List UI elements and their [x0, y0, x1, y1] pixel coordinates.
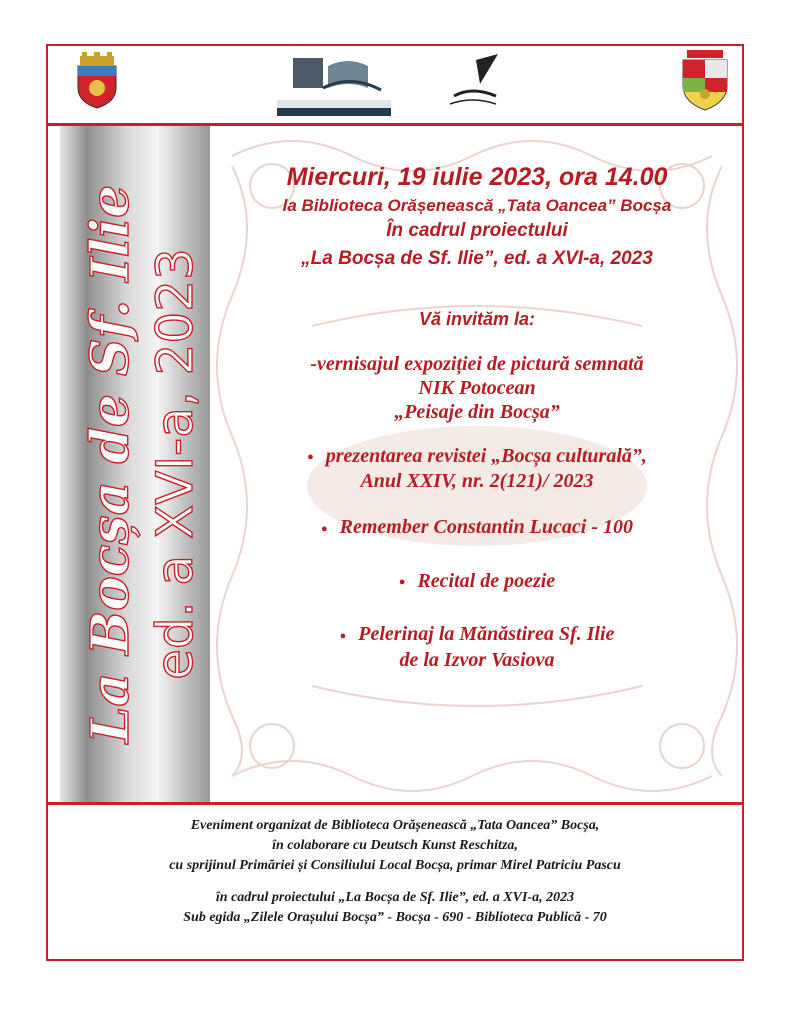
program-item-line: prezentarea revistei „Bocșa culturală”, [325, 445, 647, 467]
program-item-line: de la Izvor Vasiova [399, 648, 555, 671]
public-library-logo-icon [436, 52, 508, 112]
footer-line: în cadrul proiectului „La Bocșa de Sf. Ilie”, ed. a XVI-a, 2023 [215, 890, 575, 905]
bullet-icon: ● [398, 576, 406, 589]
invite-heading: Vă invităm la: [418, 309, 536, 329]
bullet-icon: ● [307, 451, 314, 464]
side-banner [60, 126, 210, 802]
footer-divider [48, 802, 742, 805]
event-date: Miercuri, 19 iulie 2023, ora 14.00 [286, 163, 668, 191]
program-item-line: Pelerinaj la Mănăstirea Sf. Ilie [358, 623, 615, 646]
city-coat-of-arms-icon [68, 52, 126, 110]
program-item [212, 515, 742, 540]
project-intro: În cadrul proiectului [386, 220, 568, 241]
program-item-line: Recital de poezie [417, 569, 556, 592]
side-banner-edition: ed. a XVI-a, 2023 [146, 248, 204, 680]
program-item-line: „Peisaje din Bocșa” [394, 401, 560, 423]
program-item [212, 569, 742, 594]
footer-line: în colaborare cu Deutsch Kunst Reschitza, [272, 838, 518, 853]
program-item-line: Remember Constantin Lucaci - 100 [339, 516, 633, 539]
program-item-line: -vernisajul expoziției de pictură semnată [310, 353, 644, 375]
program-item [212, 622, 742, 671]
county-coat-of-arms-icon [679, 50, 731, 112]
side-banner-title: La Bocșa de Sf. Ilie [80, 184, 141, 744]
event-venue: la Biblioteca Orășenească „Tata Oancea” Bocșa [282, 196, 672, 215]
logo-row [48, 46, 742, 122]
footer [48, 816, 742, 928]
footer-line: Sub egida „Zilele Orașului Bocșa” - Bocșa - 690 - Biblioteca Publică - 70 [183, 910, 607, 925]
announcement [212, 160, 742, 672]
library-logo-icon [273, 52, 395, 118]
program-item-line: Anul XXIV, nr. 2(121)/ 2023 [360, 470, 594, 493]
side-banner-text [60, 126, 210, 802]
project-name: „La Bocșa de Sf. Ilie”, ed. a XVI-a, 2023 [301, 248, 653, 269]
bullet-icon: ● [339, 629, 347, 642]
program-item [212, 352, 742, 424]
footer-line: Eveniment organizat de Biblioteca Orășenească „Tata Oancea” Bocșa, [190, 818, 600, 833]
footer-line: cu sprijinul Primăriei și Consiliului Local Bocșa, primar Mirel Patriciu Pascu [169, 858, 621, 873]
program-item [212, 444, 742, 493]
program-item-line: NIK Potocean [418, 377, 536, 399]
bullet-icon: ● [321, 522, 328, 535]
